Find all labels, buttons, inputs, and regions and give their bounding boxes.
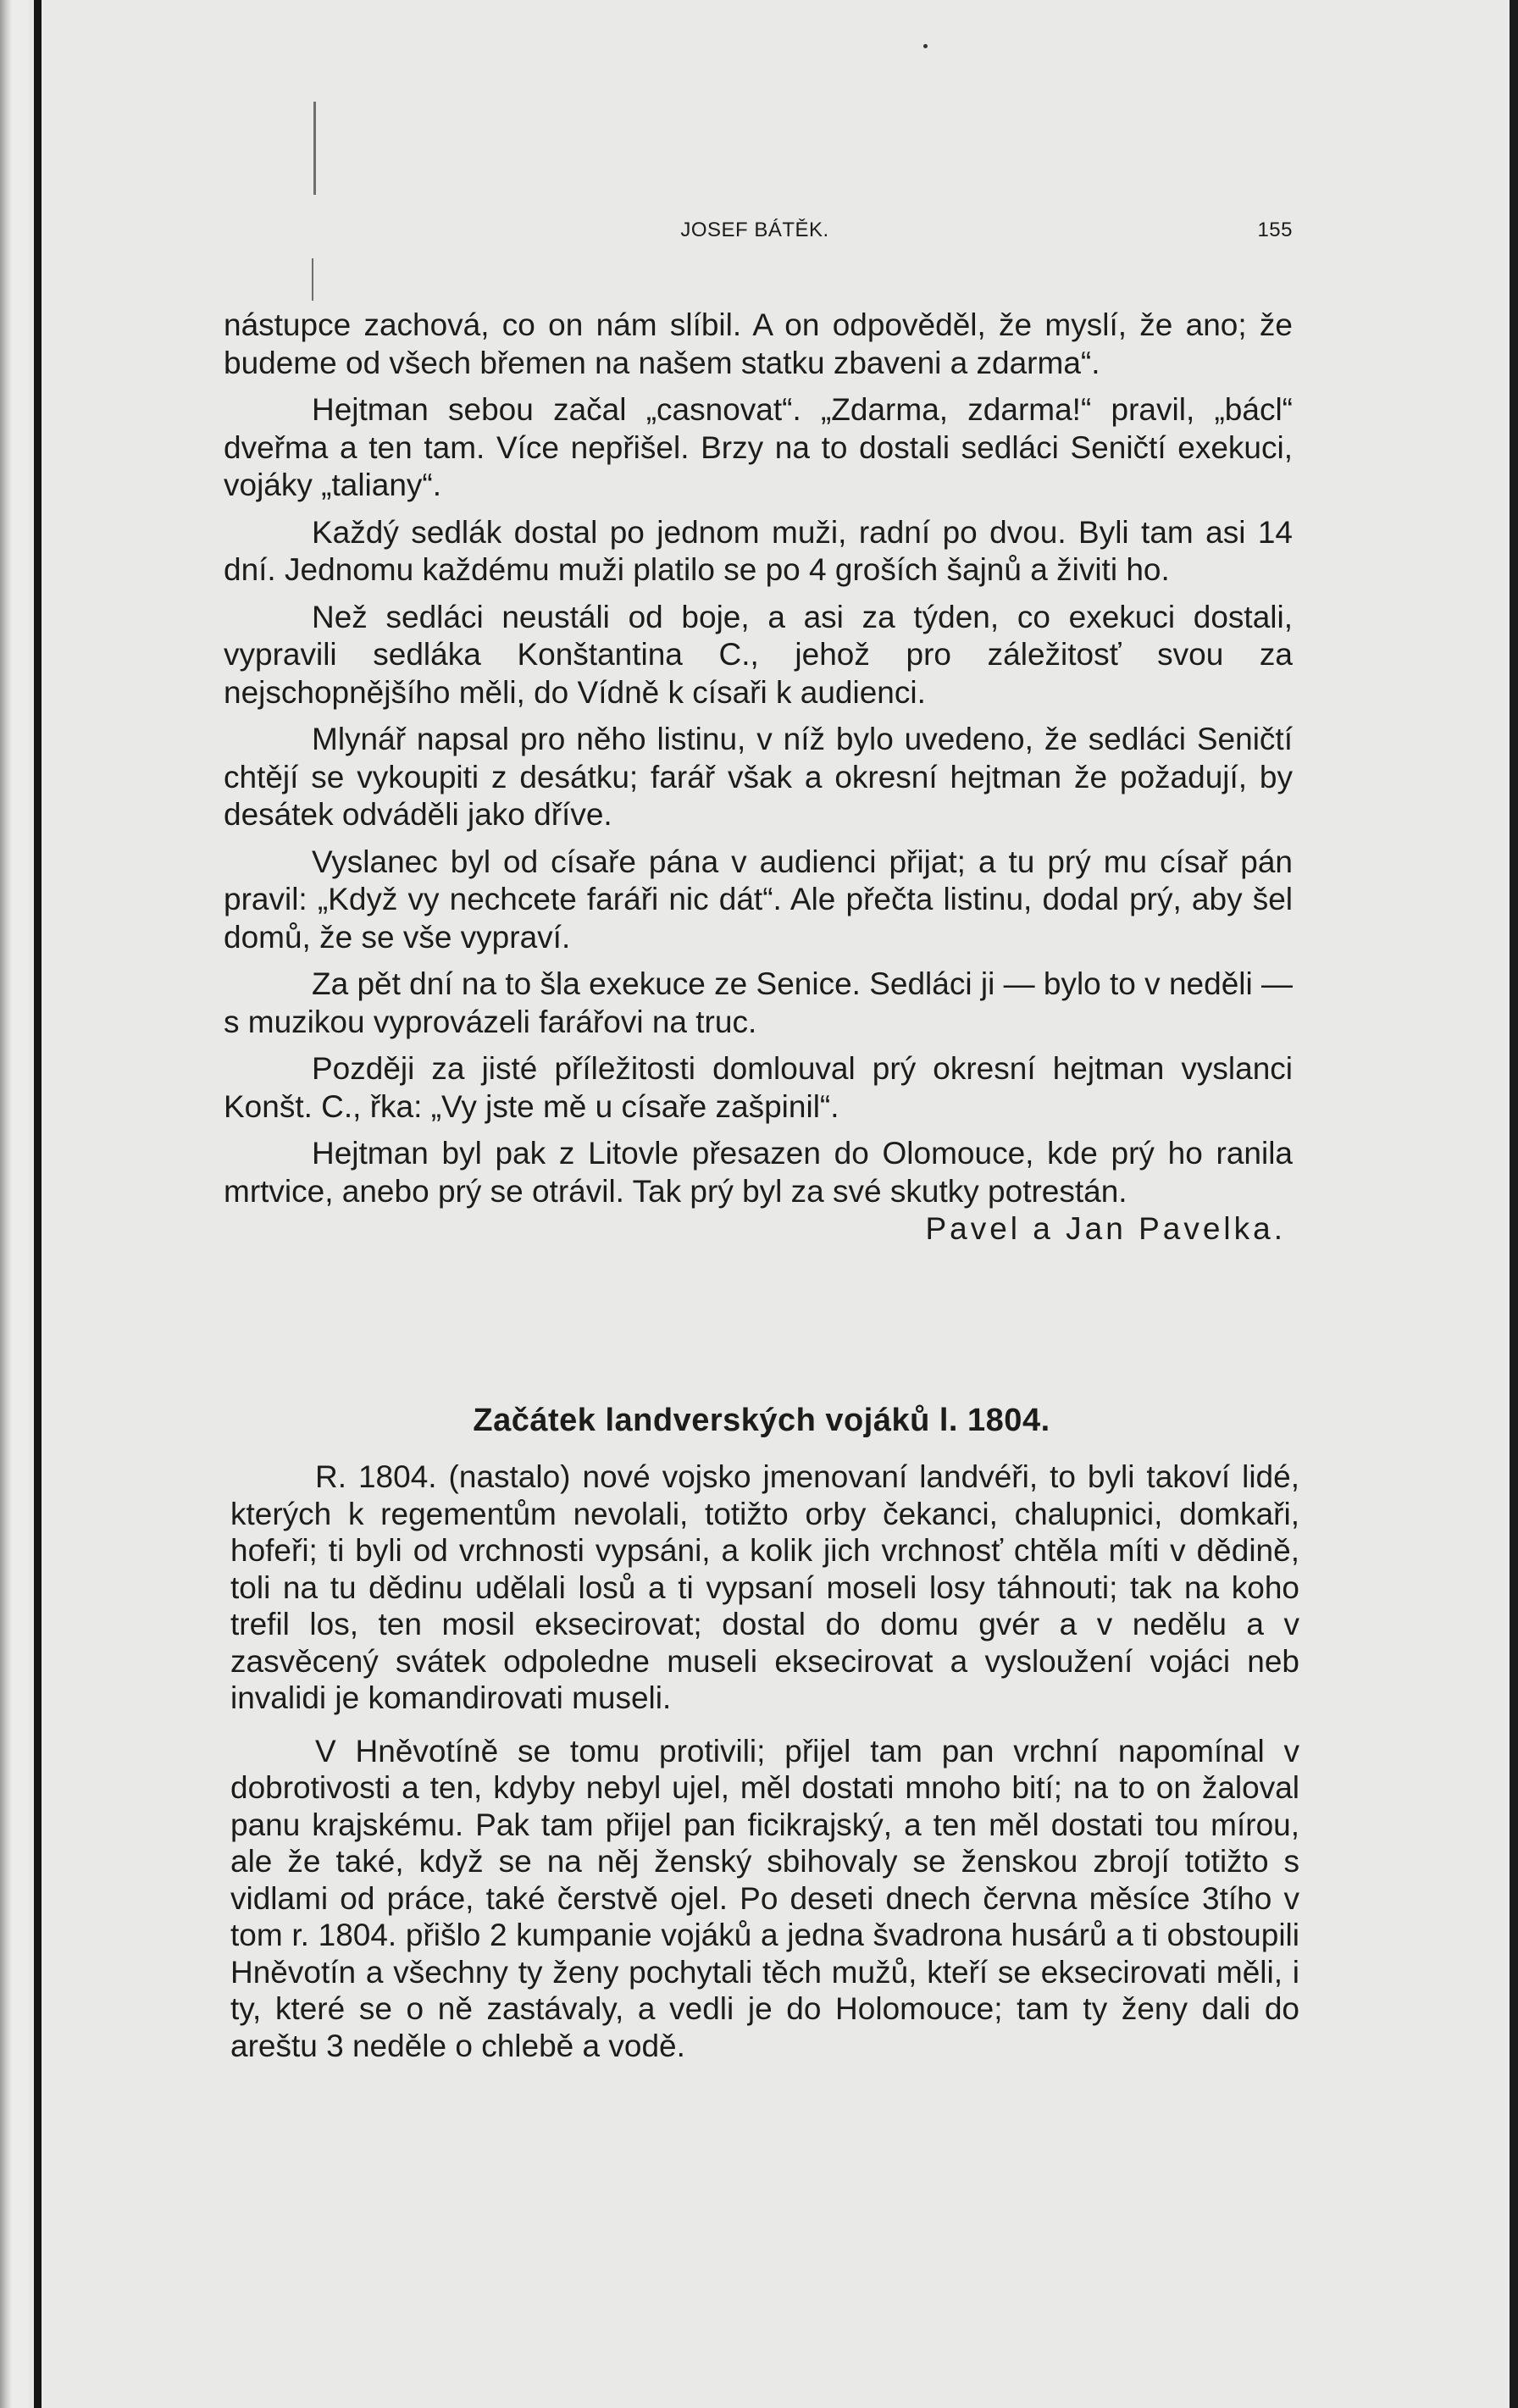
running-title: JOSEF BÁTĚK. [680,219,829,241]
signature: Pavel a Jan Pavelka. [925,1211,1286,1246]
paragraph: Každý sedlák dostal po jednom muži, radní po dvou. Byli tam asi 14 dní. Jednomu každému muži platilo se po 4 groších šajnů a živiti ho. [224,514,1293,587]
paragraph: R. 1804. (nastalo) nové vojsko jmenovaní landvéři, to byli takoví lidé, kterých k regementům nevolali, totižto orby čekanci, chalupnici, domkaři, hofeři; ti byli od vrchnosti vypsáni, a kolik jich vrchnosť chtěla míti v dědině, toli na tu dědinu udělali losů a ti vypsaní moseli losy táhnouti; tak na koho trefil los, ten mosil eksecirovat; dostal do domu gvér a v nedělu a v zasvěcený svátek odpoledne museli eksecirovat a vysloužení vojáci neb invalidi je komandirovati museli. [230,1459,1299,1715]
section-title: Začátek landverských vojáků l. 1804. [473,1403,1050,1438]
running-head [217,219,1293,252]
scan-mark [312,258,313,301]
body-text-lower [230,1459,1299,2080]
scan-mark [923,44,928,48]
paragraph: Vyslanec byl od císaře pána v audienci přijat; a tu prý mu císař pán pravil: „Když vy nechcete faráři nic dát“. Ale přečta listinu, dodal prý, aby šel domů, že se vše vypraví. [224,844,1293,955]
page-binding-edge [34,0,42,2408]
paragraph: Hejtman sebou začal „casnovat“. „Zdarma, zdarma!“ pravil, „bácl“ dveřma a ten tam. Více nepřišel. Brzy na to dostali sedláci Seničtí exekuci, vojáky „taliany“. [224,392,1293,502]
paragraph: Než sedláci neustáli od boje, a asi za týden, co exekuci dostali, vypravili sedláka Konštantina C., jehož pro záležitosť svou za nejschopnějšího měli, do Vídně k císaři k audienci. [224,599,1293,710]
scan-mark [313,102,316,195]
body-text-upper [224,307,1293,1248]
paragraph: Později za jisté příležitosti domlouval prý okresní hejtman vyslanci Konšt. C., řka: „Vy jste mě u císaře zašpinil“. [224,1051,1293,1124]
paragraph: nástupce zachová, co on nám slíbil. A on odpověděl, že myslí, že ano; že budeme od všech břemen na našem statku zbaveni a zdarma“. [224,307,1293,380]
page-binding-shadow [0,0,32,2408]
paragraph: V Hněvotíně se tomu protivili; přijel tam pan vrchní napomínal v dobrotivosti a ten, kdyby nebyl ujel, měl dostati mnoho bití; na to on žaloval panu krajskému. Pak tam přijel pan ficikrajský, a ten měl dostati tou mírou, ale že také, když se na něj ženský sbihovaly se ženskou zbrojí totižto s vidlami od práce, také čerstvě ojel. Po deseti dnech června měsíce 3tího v tom r. 1804. přišlo 2 kumpanie vojáků a jedna švadrona husárů a ti obstoupili Hněvotín a všechny ty ženy pochytali těch mužů, kteří se eksecirovati měli, i ty, které se o ně zastávaly, a vedli je do Holomouce; tam ty ženy dali do areštu 3 neděle o chlebě a vodě. [230,1733,1299,2063]
paragraph: Za pět dní na to šla exekuce ze Senice. Sedláci ji — bylo to v neděli — s muzikou vyprovázeli farářovi na truc. [224,966,1293,1039]
page-right-edge [1510,0,1518,2408]
paragraph: Hejtman byl pak z Litovle přesazen do Olomouce, kde prý ho ranila mrtvice, anebo prý se otrávil. Tak prý byl za své skutky potrestán. [224,1136,1293,1209]
paragraph: Mlynář napsal pro něho listinu, v níž bylo uvedeno, že sedláci Seničtí chtějí se vykoupiti z desátku; farář však a okresní hejtman že požadují, by desátek odváděli jako dříve. [224,722,1293,832]
page-number: 155 [1257,219,1293,241]
